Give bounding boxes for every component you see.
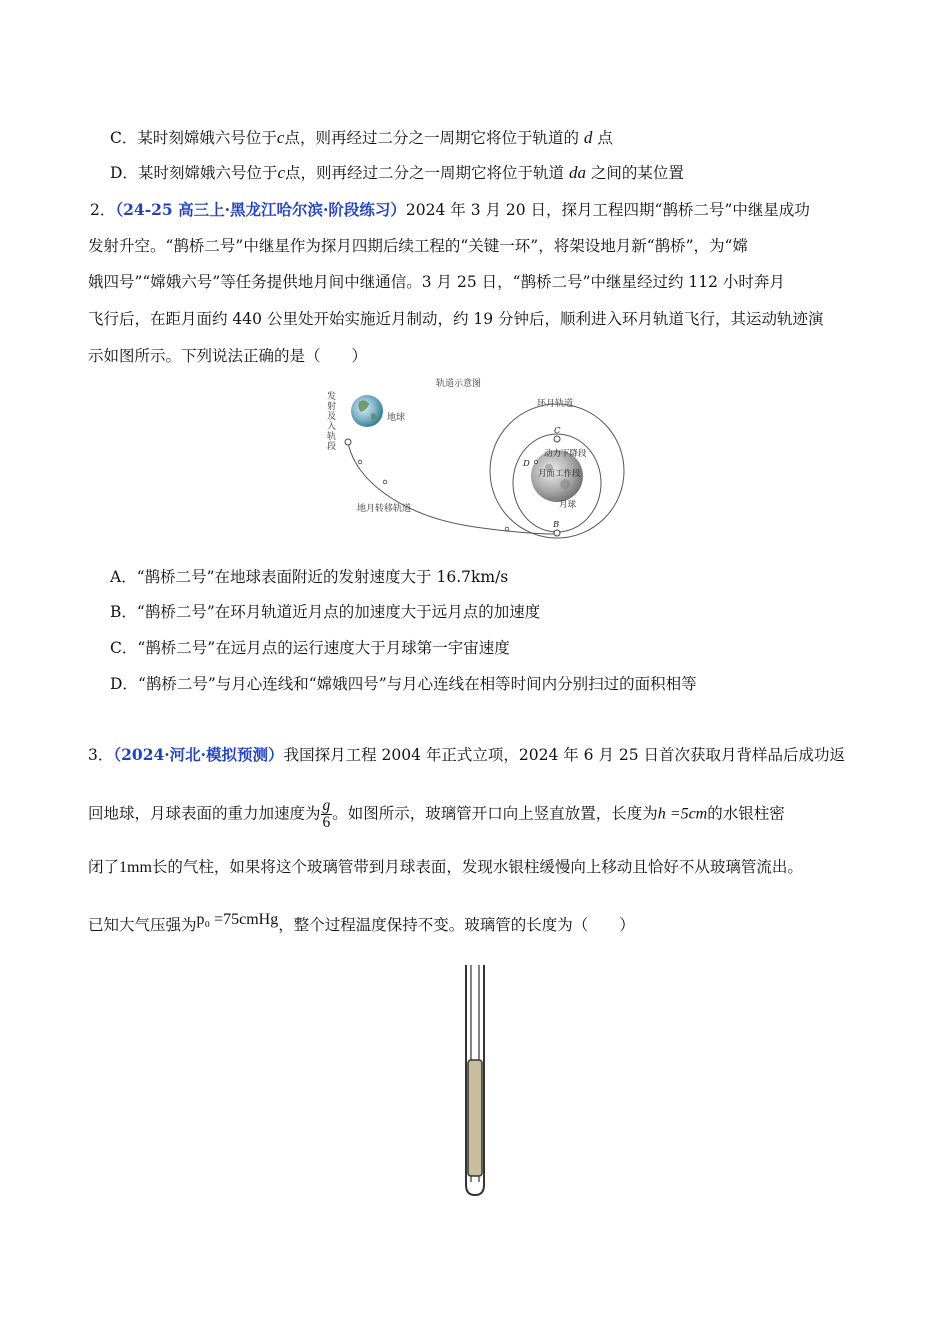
- q1-option-c: C．某时刻嫦娥六号位于c点，则再经过二分之一周期它将位于轨道的 d 点: [110, 128, 613, 147]
- surface-label: 月面工作段: [538, 469, 581, 479]
- q2-line-4: 飞行后，在距月面约 440 公里处开始实施近月制动，约 19 分钟后，顺利进入环月轨道飞行，其运动轨迹演: [88, 310, 824, 328]
- fraction-g-over-6: $\frac{g}{6}$: [322, 797, 331, 831]
- diagram-title: 轨道示意图: [436, 379, 482, 389]
- earth-label: 地球: [387, 413, 406, 423]
- transfer-label: 地月转移轨道: [357, 504, 412, 514]
- q1-option-d: D．某时刻嫦娥六号位于c点，则再经过二分之一周期它将位于轨道 da 之间的某位置: [110, 163, 684, 182]
- orbit-diagram: [315, 372, 635, 542]
- q2-option-b: B．“鹊桥二号”在环月轨道近月点的加速度大于远月点的加速度: [110, 603, 541, 621]
- q3-line-3: 闭了1mm长的气柱，如果将这个玻璃管带到月球表面，发现水银柱缓慢向上移动且恰好不从玻璃管流出。: [88, 858, 803, 876]
- q2-line-1: 2．（24-25 高三上·黑龙江哈尔滨·阶段练习）2024 年 3 月 20 日，探月工程四期“鹊桥二号”中继星成功: [90, 200, 810, 219]
- q3-line-4: 已知大气压强为p₀ =75cmHg，整个过程温度保持不变。玻璃管的长度为（ ）: [88, 911, 635, 934]
- point-b-label: B: [553, 520, 560, 530]
- point-c-label: C: [554, 426, 561, 436]
- p0-expression: p₀ =75cmHg: [196, 911, 279, 928]
- launch-label: [327, 390, 336, 452]
- question-number: 3．: [88, 746, 114, 764]
- lunar-orbit-label: 环月轨道: [537, 399, 574, 409]
- descent-label: 动力下降段: [544, 449, 587, 459]
- q2-line-3: 娥四号”“嫦娥六号”等任务提供地月间中继通信。3 月 25 日，“鹊桥二号”中继星经过约 112 小时奔月: [88, 273, 785, 291]
- question-source: （24-25 高三上·黑龙江哈尔滨·阶段练习）: [115, 200, 406, 219]
- glass-tube-diagram: [455, 960, 495, 1200]
- q2-line-2: 发射升空。“鹊桥二号”中继星作为探月四期后续工程的“关键一环”，将架设地月新“鹊桥”，为“嫦: [88, 237, 748, 255]
- question-source: （2024·河北·模拟预测）: [113, 745, 284, 764]
- q2-option-a: A．“鹊桥二号”在地球表面附近的发射速度大于 16.7km/s: [110, 568, 509, 586]
- h-expression: h =5cm: [657, 805, 708, 823]
- q3-line-1: 3．（2024·河北·模拟预测）我国探月工程 2004 年正式立项，2024 年 6 月 25 日首次获取月背样品后成功返: [88, 745, 846, 764]
- q3-line-2: 回地球，月球表面的重力加速度为 $\frac{g}{6}$ 。如图所示，玻璃管开口向上竖直放置，长度为h =5cm的水银柱密: [88, 797, 785, 831]
- q2-option-c: C．“鹊桥二号”在远月点的运行速度大于月球第一宇宙速度: [110, 639, 510, 657]
- q2-option-d: D．“鹊桥二号”与月心连线和“嫦娥四号”与月心连线在相等时间内分别扫过的面积相等: [110, 675, 697, 693]
- option-label: D．: [110, 164, 138, 182]
- question-number: 2．: [90, 201, 116, 219]
- moon-label: 月球: [559, 500, 577, 510]
- mercury-column: [468, 1060, 482, 1176]
- svg-text:发射及入轨段: 发射及入轨段: [327, 392, 337, 452]
- option-label: C．: [110, 129, 138, 147]
- point-d-label: D: [523, 459, 530, 469]
- earth-icon: [351, 395, 383, 427]
- q2-line-5: 示如图所示。下列说法正确的是（ ）: [88, 347, 368, 365]
